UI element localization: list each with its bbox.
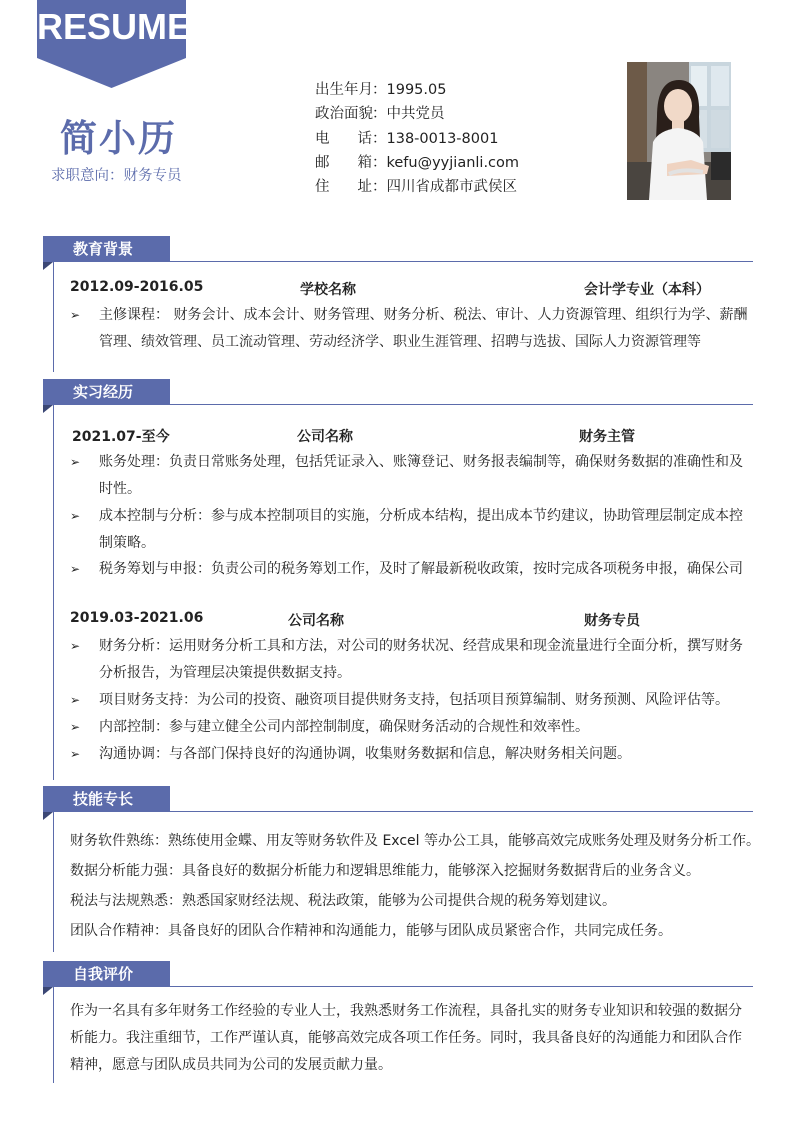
tab-fold [43, 987, 53, 995]
personal-info [315, 78, 519, 199]
courses-item [70, 302, 750, 356]
info-value: ：1995.05 [372, 82, 447, 98]
skill-item: 税法与法规熟悉：熟悉国家财经法规、税法政策，能够为公司提供合规的税务筹划建议。 [70, 893, 616, 909]
side-rule [53, 812, 54, 952]
major: 会计学专业（本科） [584, 282, 710, 298]
section-self-eval [43, 961, 753, 989]
education-period: 2012.09-2016.05 [70, 279, 204, 295]
info-key: 电话 [315, 130, 372, 147]
arrow-icon: ➢ [70, 562, 81, 576]
job-period: 2021.07-至今 [72, 429, 170, 445]
arrow-icon: ➢ [70, 509, 81, 523]
info-key: 政治面貌 [315, 106, 373, 123]
profile-photo [627, 62, 731, 200]
job-header-row [70, 610, 750, 630]
section-title: 自我评价 [43, 961, 170, 987]
info-row-birth [315, 78, 519, 102]
job-duty-item [70, 503, 750, 557]
courses-text: 主修课程： 财务会计、成本会计、财务管理、财务分析、税法、审计、人力资源管理、组织行为学、薪酬管理、绩效管理、员工流动管理、劳动经济学、职业生涯管理、招聘与选拔、国际人力资源管理等 [99, 307, 748, 350]
job-duty-item [70, 449, 750, 503]
banner-title: RESUME [37, 6, 192, 47]
info-value: ：四川省成都市武侯区 [372, 179, 517, 196]
job-intent: 求职意向：财务专员 [51, 168, 182, 184]
info-row-email [315, 151, 519, 175]
arrow-icon: ➢ [70, 308, 81, 322]
company-name: 公司名称 [297, 429, 353, 445]
side-rule [53, 987, 54, 1083]
job-period: 2019.03-2021.06 [70, 610, 204, 626]
duty-text: 税务筹划与申报：负责公司的税务筹划工作，及时了解最新税收政策，按时完成各项税务申报，确保公司 [99, 561, 743, 577]
info-key: 邮箱 [315, 154, 372, 171]
section-title: 技能专长 [43, 786, 170, 812]
resume-banner [37, 0, 192, 88]
section-internship [43, 379, 753, 407]
info-value: ：138-0013-8001 [372, 130, 499, 147]
duty-text: 财务分析：运用财务分析工具和方法，对公司的财务状况、经营成果和现金流量进行全面分析，撰写财务分析报告，为管理层决策提供数据支持。 [99, 638, 743, 681]
job-duty-item [70, 633, 750, 687]
skill-item: 团队合作精神：具备良好的团队合作精神和沟通能力，能够与团队成员紧密合作，共同完成任务。 [70, 923, 672, 939]
job-duty-item [70, 687, 750, 714]
info-row-address [315, 175, 519, 199]
section-rule [170, 986, 753, 987]
info-value: ：kefu@yyjianli.com [372, 154, 520, 171]
job-header-row [72, 426, 750, 446]
section-title: 教育背景 [43, 236, 170, 262]
arrow-icon: ➢ [70, 455, 81, 469]
school-name: 学校名称 [300, 282, 356, 298]
section-education [43, 236, 753, 264]
duty-text: 项目财务支持：为公司的投资、融资项目提供财务支持，包括项目预算编制、财务预测、风险评估等。 [99, 692, 729, 708]
job-duty-item [70, 741, 750, 768]
section-title: 实习经历 [43, 379, 170, 405]
section-rule [170, 261, 753, 262]
info-key: 住址 [315, 179, 372, 196]
arrow-icon: ➢ [70, 747, 81, 761]
info-row-politics [315, 102, 519, 126]
skill-item: 财务软件熟练：熟练使用金蝶、用友等财务软件及 Excel 等办公工具，能够高效完成账务处理及财务分析工作。 [70, 833, 760, 849]
info-row-phone [315, 127, 519, 151]
duty-text: 沟通协调：与各部门保持良好的沟通协调，收集财务数据和信息，解决财务相关问题。 [99, 746, 631, 762]
duty-text: 成本控制与分析：参与成本控制项目的实施，分析成本结构，提出成本节约建议，协助管理层制定成本控制策略。 [99, 508, 743, 551]
skill-item: 数据分析能力强：具备良好的数据分析能力和逻辑思维能力，能够深入挖掘财务数据背后的业务含义。 [70, 863, 700, 879]
tab-fold [43, 812, 53, 820]
company-name: 公司名称 [288, 613, 344, 629]
duty-text: 账务处理：负责日常账务处理，包括凭证录入、账簿登记、财务报表编制等，确保财务数据的准确性和及时性。 [99, 454, 743, 497]
arrow-icon: ➢ [70, 693, 81, 707]
candidate-name: 简小历 [60, 117, 177, 160]
job-title: 财务主管 [579, 429, 635, 445]
section-rule [170, 404, 753, 405]
arrow-icon: ➢ [70, 639, 81, 653]
info-key: 出生年月 [315, 82, 373, 98]
section-skills [43, 786, 753, 814]
duty-text: 内部控制：参与建立健全公司内部控制制度，确保财务活动的合规性和效率性。 [99, 719, 589, 735]
job-duty-item [70, 714, 750, 741]
tab-fold [43, 262, 53, 270]
info-value: ：中共党员 [372, 106, 445, 123]
tab-fold [43, 405, 53, 413]
education-header-row [70, 279, 750, 299]
section-rule [170, 811, 753, 812]
arrow-icon: ➢ [70, 720, 81, 734]
side-rule [53, 262, 54, 372]
job-duty-item [70, 556, 750, 583]
self-eval-text: 作为一名具有多年财务工作经验的专业人士，我熟悉财务工作流程，具备扎实的财务专业知识和较强的数据分析能力。我注重细节，工作严谨认真，能够高效完成各项工作任务。同时，我具备良好的沟通能力和团队合作精神，愿意与团队成员共同为公司的发展贡献力量。 [70, 1003, 742, 1073]
job-title: 财务专员 [584, 613, 640, 629]
side-rule [53, 405, 54, 780]
